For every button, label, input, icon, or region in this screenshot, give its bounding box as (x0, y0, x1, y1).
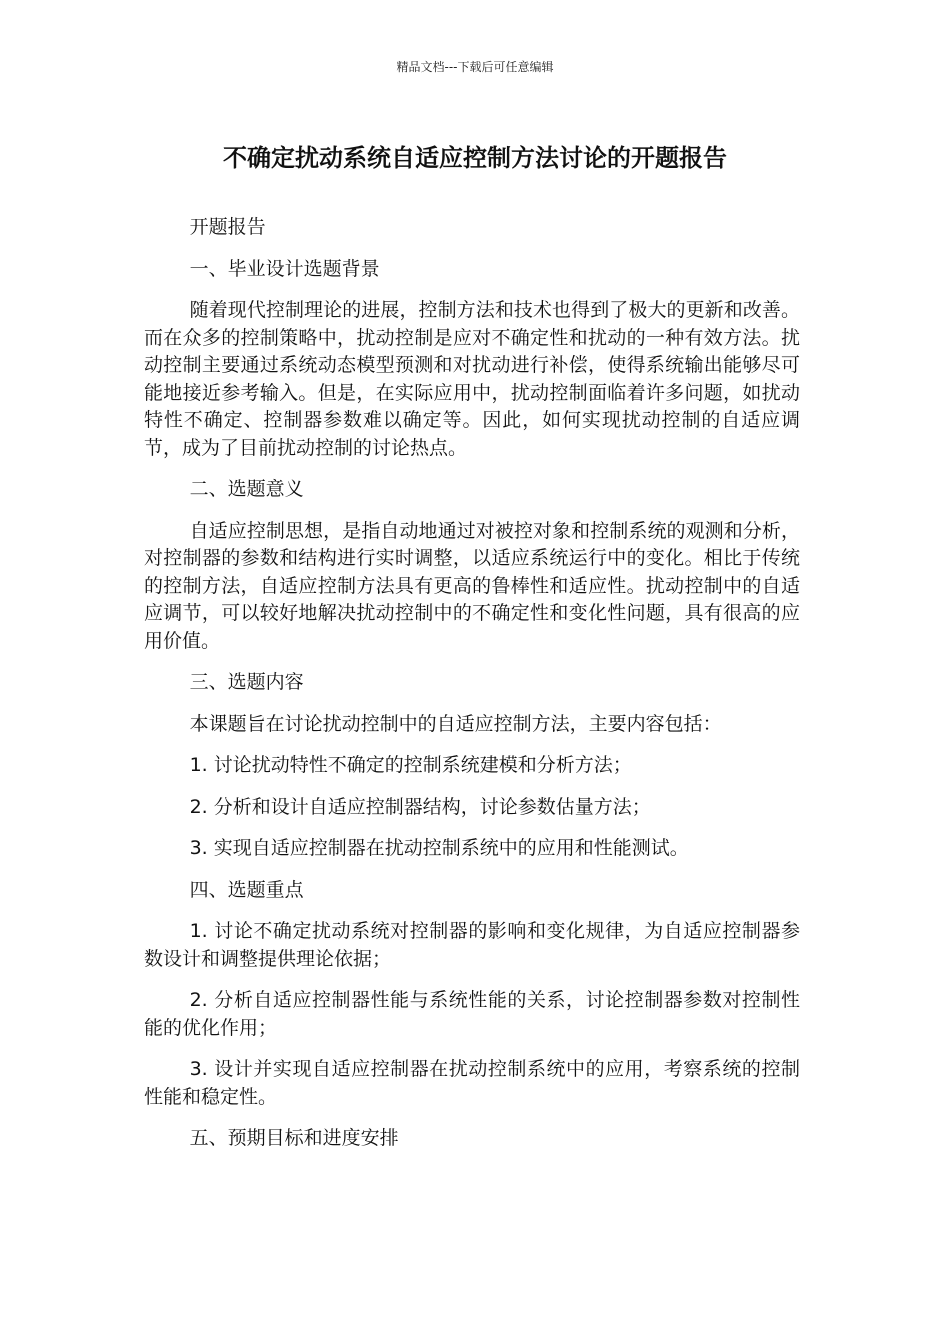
section-heading-focus: 四、选题重点 (189, 878, 304, 901)
section-heading-background: 一、毕业设计选题背景 (189, 257, 380, 280)
page-title: 不确定扰动系统自适应控制方法讨论的开题报告 (223, 144, 727, 172)
paragraph-background: 随着现代控制理论的进展，控制方法和技术也得到了极大的更新和改善。而在众多的控制策略中，扰动控制是应对不确定性和扰动的一种有效方法。扰动控制主要通过系统动态模型预测和对扰动进行补偿，使得系统输出能够尽可能地接近参考输入。但是，在实际应用中，扰动控制面临着许多问题，如扰动特性不确定、控制器参数难以确定等。因此，如何实现扰动控制的自适应调节，成为了目前扰动控制的讨论热点。 (144, 299, 800, 459)
header-note: 精品文档---下载后可任意编辑 (396, 60, 554, 74)
paragraph-content-intro: 本课题旨在讨论扰动控制中的自适应控制方法，主要内容包括： (189, 712, 722, 735)
paragraph-report-label: 开题报告 (189, 216, 266, 238)
list-item-focus-1: 1. 讨论不确定扰动系统对控制器的影响和变化规律，为自适应控制器参数设计和调整提供理论依据； (144, 920, 800, 970)
section-heading-goals: 五、预期目标和进度安排 (189, 1127, 399, 1149)
paragraph-significance: 自适应控制思想，是指自动地通过对被控对象和控制系统的观测和分析，对控制器的参数和结构进行实时调整，以适应系统运行中的变化。相比于传统的控制方法，自适应控制方法具有更高的鲁棒性和适应性。扰动控制中的自适应调节，可以较好地解决扰动控制中的不确定性和变化性问题，具有很高的应用价值。 (144, 519, 800, 652)
section-heading-content: 三、选题内容 (189, 671, 304, 693)
section-heading-significance: 二、选题意义 (189, 478, 304, 500)
list-item-content-3: 3. 实现自适应控制器在扰动控制系统中的应用和性能测试。 (189, 837, 689, 859)
document-body (144, 214, 800, 1167)
list-item-focus-3: 3. 设计并实现自适应控制器在扰动控制系统中的应用，考察系统的控制性能和稳定性。 (144, 1058, 800, 1108)
list-item-focus-2: 2. 分析自适应控制器性能与系统性能的关系，讨论控制器参数对控制性能的优化作用； (144, 989, 800, 1039)
list-item-content-1: 1. 讨论扰动特性不确定的控制系统建模和分析方法； (189, 754, 632, 776)
list-item-content-2: 2. 分析和设计自适应控制器结构，讨论参数估量方法； (189, 795, 651, 818)
